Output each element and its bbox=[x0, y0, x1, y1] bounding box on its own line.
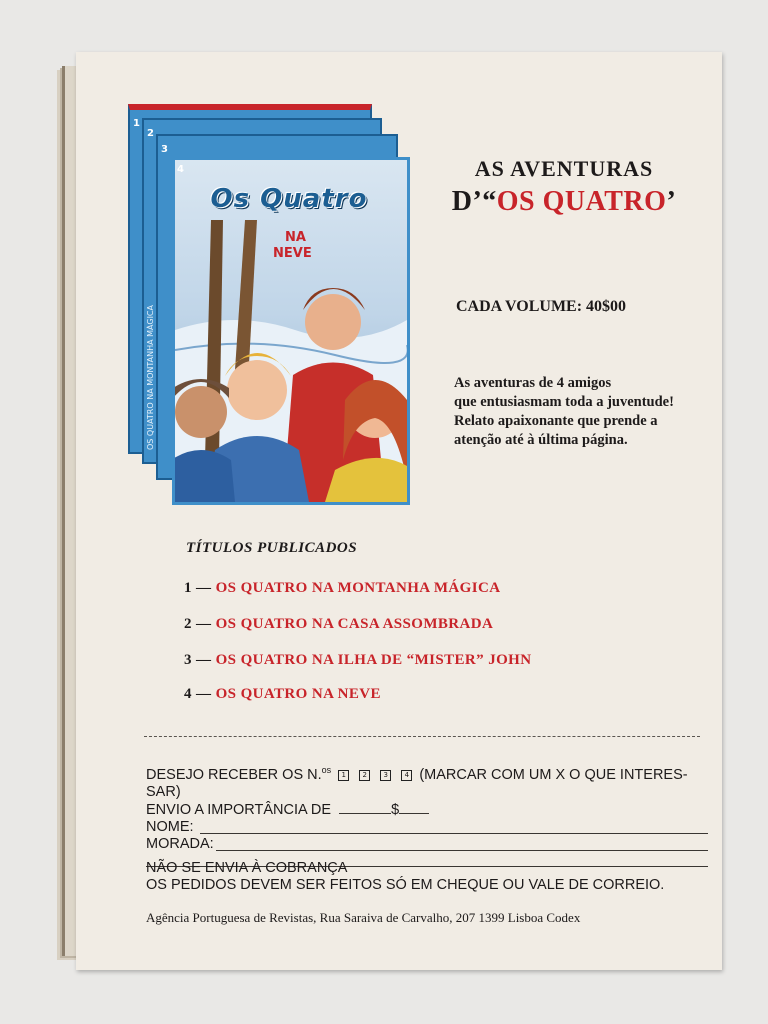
spine-number-2: 2 bbox=[147, 128, 154, 139]
amount-field[interactable] bbox=[339, 801, 391, 814]
address-label: MORADA: bbox=[146, 835, 214, 852]
volume-checkbox-2[interactable]: 2 bbox=[359, 770, 370, 781]
payment-note: OS PEDIDOS DEVEM SER FEITOS SÓ EM CHEQUE OU VALE DE CORREIO. bbox=[146, 877, 665, 893]
published-titles-heading: TÍTULOS PUBLICADOS bbox=[186, 540, 358, 556]
address-field[interactable] bbox=[216, 850, 708, 851]
amount-cents-field[interactable] bbox=[399, 801, 429, 814]
blurb-line: que entusiasmam toda a juventude! bbox=[454, 394, 674, 410]
book-cover-front bbox=[172, 157, 410, 505]
spine-number-3: 3 bbox=[161, 144, 168, 155]
amount-line bbox=[146, 801, 716, 819]
request-label-sup: os bbox=[321, 765, 332, 775]
series-title-line2 bbox=[414, 186, 714, 218]
title-item-4 bbox=[184, 686, 381, 703]
title-number: 3 — bbox=[184, 652, 212, 668]
spine-title: OS QUATRO NA MONTANHA MÁGICA bbox=[146, 305, 155, 450]
name-label: NOME: bbox=[146, 818, 194, 835]
cover-subtitle-na: NA bbox=[285, 230, 306, 245]
cover-subtitle-neve: NEVE bbox=[273, 246, 312, 261]
title-name: OS QUATRO NA CASA ASSOMBRADA bbox=[215, 616, 494, 632]
price-per-volume: CADA VOLUME: 40$00 bbox=[456, 298, 627, 315]
series-title-name: OS QUATRO bbox=[496, 186, 667, 217]
volume-checkbox-3[interactable]: 3 bbox=[380, 770, 391, 781]
volume-checkbox-1[interactable]: 1 bbox=[338, 770, 349, 781]
description-blurb bbox=[454, 374, 724, 450]
cut-line bbox=[144, 736, 700, 737]
title-item-3 bbox=[184, 652, 531, 669]
request-instruction: (MARCAR COM UM X O QUE INTERES- bbox=[419, 766, 688, 783]
currency-symbol: $ bbox=[391, 801, 400, 818]
title-number: 2 — bbox=[184, 616, 212, 632]
name-field[interactable] bbox=[200, 833, 708, 834]
blurb-line: atenção até à última página. bbox=[454, 432, 628, 448]
title-item-2 bbox=[184, 616, 493, 633]
title-name: OS QUATRO NA MONTANHA MÁGICA bbox=[215, 580, 501, 596]
publisher-address: Agência Portuguesa de Revistas, Rua Saraiva de Carvalho, 207 1399 Lisboa Codex bbox=[146, 910, 581, 925]
volume-checkbox-4[interactable]: 4 bbox=[401, 770, 412, 781]
title-name: OS QUATRO NA ILHA DE “MISTER” JOHN bbox=[215, 652, 532, 668]
cover-logo: Os Quatro bbox=[210, 184, 368, 214]
series-title-suffix: ’ bbox=[666, 186, 677, 217]
amount-label: ENVIO A IMPORTÂNCIA DE bbox=[146, 801, 332, 818]
no-cod-note: NÃO SE ENVIA À COBRANÇA bbox=[146, 860, 348, 876]
title-number: 1 — bbox=[184, 580, 212, 596]
request-label: DESEJO RECEBER OS N. bbox=[146, 766, 322, 783]
order-request-line bbox=[146, 762, 716, 784]
series-title bbox=[414, 156, 714, 218]
order-notes bbox=[146, 860, 726, 894]
series-title-prefix: D’“ bbox=[451, 186, 497, 217]
blurb-line: As aventuras de 4 amigos bbox=[454, 375, 612, 391]
blurb-line: Relato apaixonante que prende a bbox=[454, 413, 658, 429]
spine-number-1: 1 bbox=[133, 118, 140, 129]
back-cover-page bbox=[76, 52, 722, 970]
order-form bbox=[146, 762, 716, 853]
title-name: OS QUATRO NA NEVE bbox=[215, 686, 381, 702]
title-item-1 bbox=[184, 580, 500, 597]
request-instruction-cont: SAR) bbox=[146, 783, 181, 800]
series-title-line1: AS AVENTURAS bbox=[474, 156, 654, 181]
spine-number-4: 4 bbox=[177, 164, 184, 175]
title-number: 4 — bbox=[184, 686, 212, 702]
